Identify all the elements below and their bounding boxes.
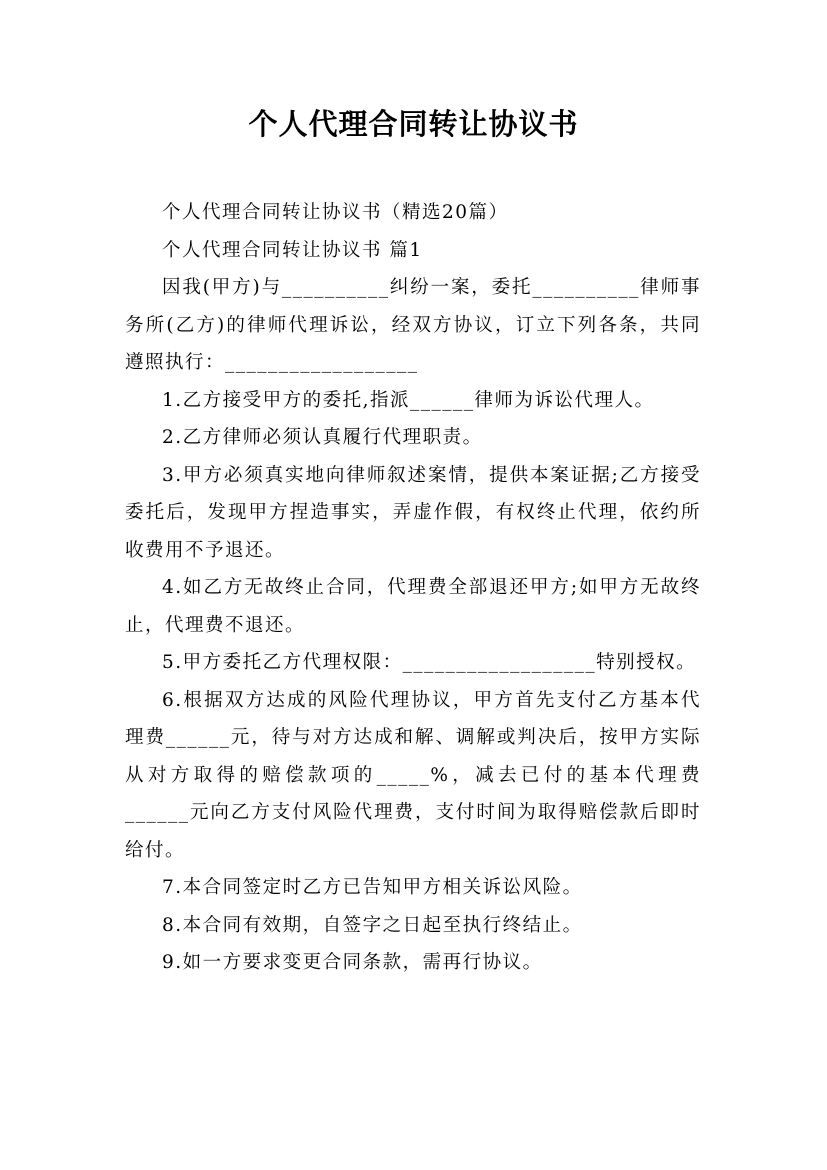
paragraph-clause-5: 5.甲方委托乙方代理权限：__________________特别授权。 bbox=[162, 652, 697, 673]
paragraph-clause-6: 6.根据双方达成的风险代理协议，甲方首先支付乙方基本代理费______元，待与对方达成和解、调解或判决后，按甲方实际从对方取得的赔偿款项的_____%，减去已付的基本代理费______元向乙方支付风险代理费，支付时间为取得赔偿款后即时给付。 bbox=[125, 689, 701, 861]
paragraph-subtitle: 个人代理合同转让协议书（精选20篇） bbox=[162, 202, 509, 223]
paragraph-clause-4: 4.如乙方无故终止合同，代理费全部退还甲方;如甲方无故终止，代理费不退还。 bbox=[125, 577, 701, 636]
paragraph-preamble: 因我(甲方)与__________纠纷一案，委托__________律师事务所(乙方)的律师代理诉讼，经双方协议，订立下列各条，共同遵照执行：__________________ bbox=[125, 277, 701, 373]
document-title: 个人代理合同转让协议书 bbox=[248, 107, 579, 141]
paragraph-clause-8: 8.本合同有效期，自签字之日起至执行终结止。 bbox=[162, 914, 583, 936]
document-body bbox=[125, 194, 701, 982]
paragraph-clause-7: 7.本合同签定时乙方已告知甲方相关诉讼风险。 bbox=[162, 877, 583, 898]
paragraph-clause-2: 2.乙方律师必须认真履行代理职责。 bbox=[162, 427, 483, 448]
paragraph-clause-3: 3.甲方必须真实地向律师叙述案情，提供本案证据;乙方接受委托后，发现甲方捏造事实，弄虚作假，有权终止代理，依约所收费用不予退还。 bbox=[125, 464, 701, 561]
paragraph-section-heading: 个人代理合同转让协议书 篇1 bbox=[162, 239, 423, 261]
paragraph-clause-1: 1.乙方接受甲方的委托,指派______律师为诉讼代理人。 bbox=[162, 389, 655, 411]
paragraph-clause-9: 9.如一方要求变更合同条款，需再行协议。 bbox=[162, 952, 543, 973]
